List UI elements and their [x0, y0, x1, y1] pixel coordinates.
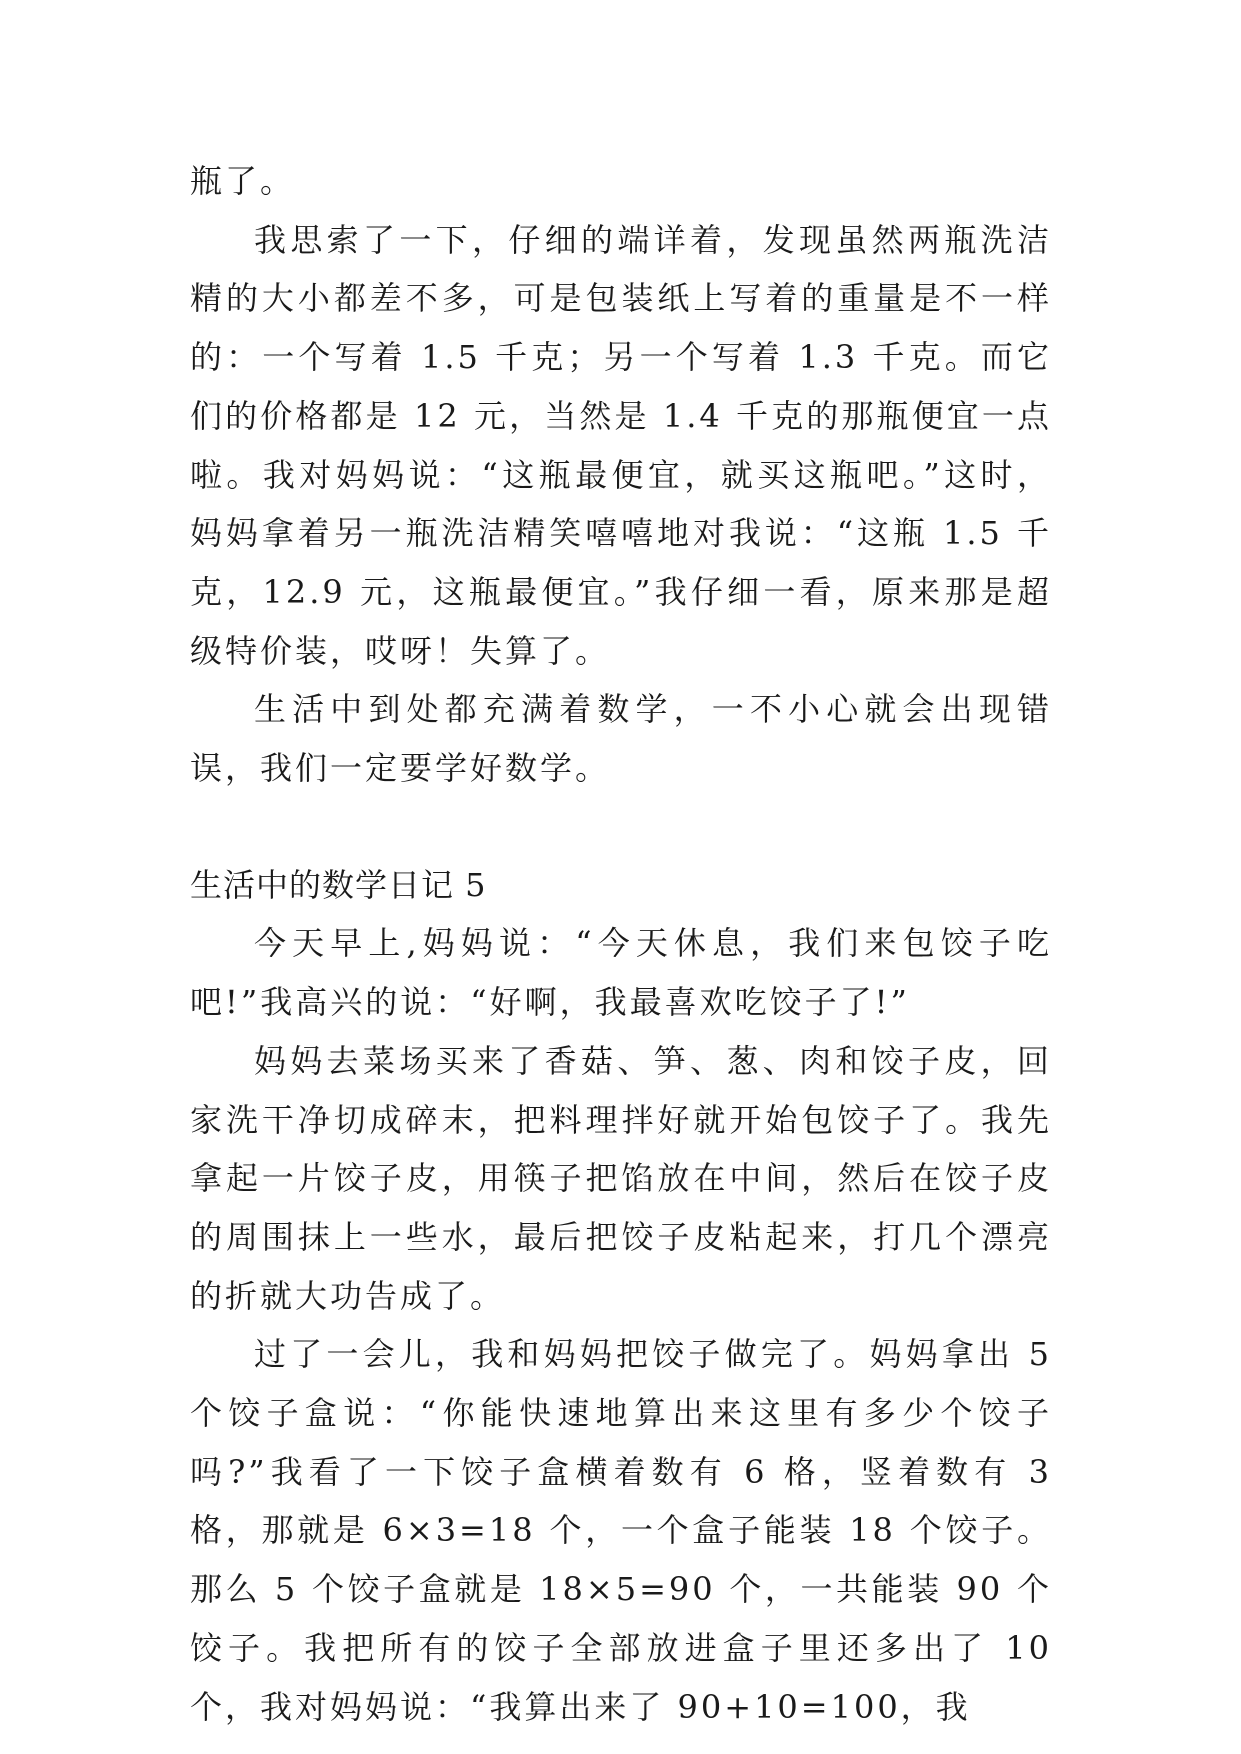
section-spacer: [190, 798, 1052, 856]
paragraph-bottle-comparison: 我思索了一下，仔细的端详着，发现虽然两瓶洗洁精的大小都差不多，可是包装纸上写着的重量是不一样的：一个写着 1.5 千克；另一个写着 1.3 千克。而它们的价格都是 12 元，当然是 1.4 千克的那瓶便宜一点啦。我对妈妈说：“这瓶最便宜，就买这瓶吧。”这时，妈妈拿着另一瓶洗洁精笑嘻嘻地对我说：“这瓶 1.5 千克，12.9 元，这瓶最便宜。”我仔细一看，原来那是超级特价装，哎呀！失算了。: [190, 220, 1052, 670]
paragraph-making-dumplings: 妈妈去菜场买来了香菇、笋、葱、肉和饺子皮，回家洗干净切成碎末，把料理拌好就开始包饺子了。我先拿起一片饺子皮，用筷子把馅放在中间，然后在饺子皮的周围抹上一些水，最后把饺子皮粘起来，打几个漂亮的折就大功告成了。: [190, 1041, 1052, 1315]
paragraph-morning: 今天早上,妈妈说：“今天休息，我们来包饺子吃吧!”我高兴的说：“好啊，我最喜欢吃饺子了!”: [190, 924, 1052, 1022]
document-body: [190, 152, 1052, 1736]
paragraph-conclusion: 生活中到处都充满着数学，一不小心就会出现错误，我们一定要学好数学。: [190, 690, 1052, 788]
section-title: 生活中的数学日记 5: [190, 865, 487, 904]
paragraph-counting-dumplings: 过了一会儿，我和妈妈把饺子做完了。妈妈拿出 5 个饺子盒说：“你能快速地算出来这里有多少个饺子吗?”我看了一下饺子盒横着数有 6 格，竖着数有 3 格，那就是 6×3=18 个，一个盒子能装 18 个饺子。那么 5 个饺子盒就是 18×5=90 个，一共能装 90 个饺子。我把所有的饺子全部放进盒子里还多出了 10 个，我对妈妈说：“我算出来了 90+10=100，我: [190, 1335, 1052, 1726]
continued-paragraph: 瓶了。: [190, 162, 296, 200]
